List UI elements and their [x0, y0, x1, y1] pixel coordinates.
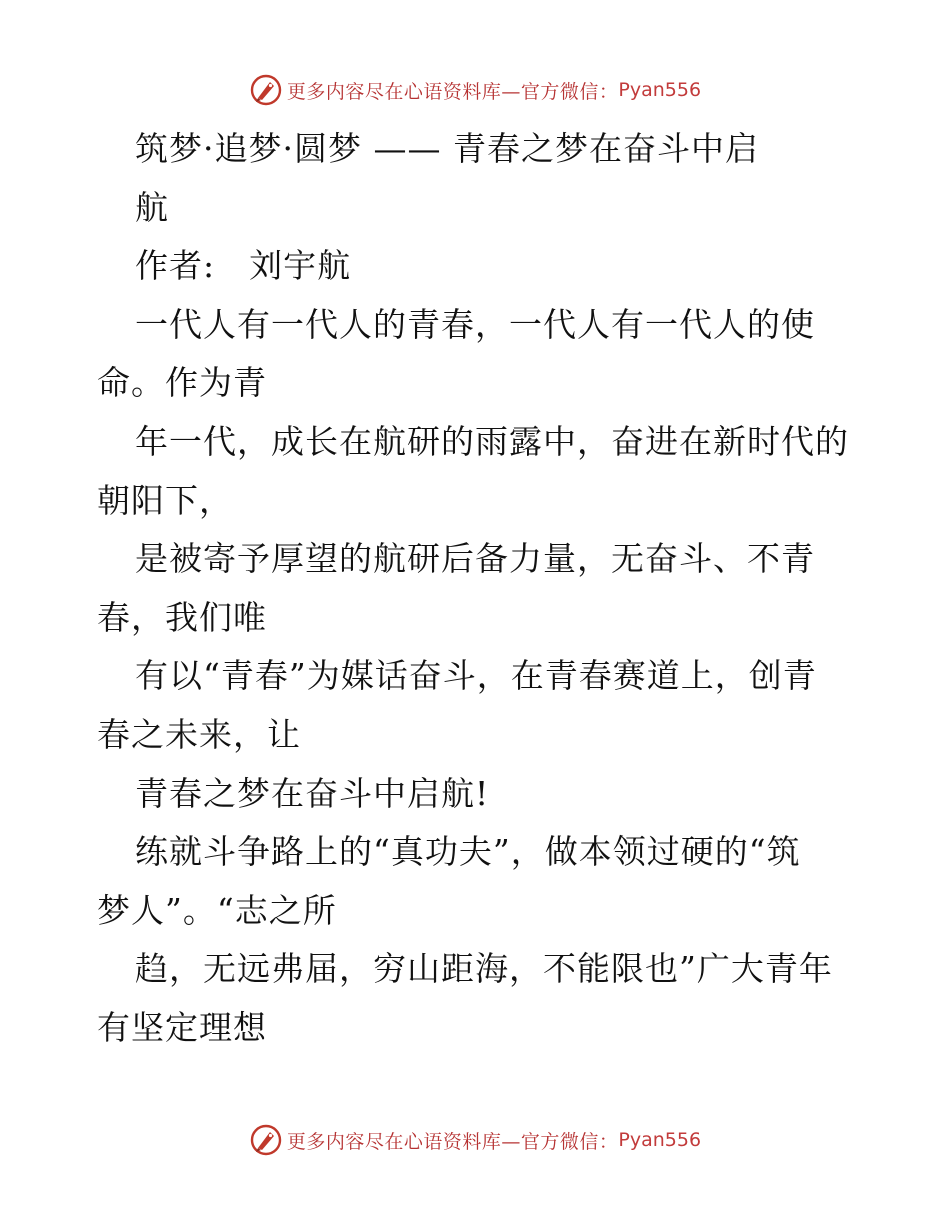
footer-watermark: [0, 1120, 950, 1160]
title-line-1: 筑梦·追梦·圆梦 —— 青春之梦在奋斗中启: [135, 129, 759, 168]
watermark-wechat-id: Pyan556: [618, 79, 702, 101]
title-line-2: 航: [135, 187, 169, 227]
watermark-text: 更多内容尽在心语资料库—官方微信：: [286, 1130, 619, 1153]
header-watermark: [0, 70, 950, 110]
paragraph-line: 梦人”。“志之所: [97, 890, 337, 930]
paragraph-line: 朝阳下，: [97, 480, 233, 520]
paragraph-line: 年一代，成长在航研的雨露中，奋进在新时代的: [135, 421, 849, 461]
paragraph-line: 是被寄予厚望的航研后备力量，无奋斗、不青: [135, 539, 815, 579]
pen-nib-logo-icon: [249, 73, 283, 107]
paragraph-line: 有以“青春”为媒话奋斗，在青春赛道上，创青: [135, 656, 817, 696]
document-body: [97, 120, 897, 1058]
paragraph-line: 命。作为青: [97, 363, 267, 403]
paragraph-line: 一代人有一代人的青春，一代人有一代人的使: [135, 304, 815, 344]
watermark-wechat-id: Pyan556: [618, 1129, 702, 1151]
watermark-text: 更多内容尽在心语资料库—官方微信：: [286, 80, 619, 103]
paragraph-line: 春，我们唯: [97, 597, 267, 637]
paragraph-line: 有坚定理想: [97, 1007, 267, 1047]
paragraph-line: 青春之梦在奋斗中启航!: [135, 773, 490, 813]
pen-nib-logo-icon: [249, 1123, 283, 1157]
paragraph-line: 趋，无远弗届，穷山距海，不能限也”广大青年: [135, 949, 833, 989]
paragraph-line: 练就斗争路上的“真功夫”，做本领过硬的“筑: [135, 832, 801, 872]
paragraph-line: 春之未来，让: [97, 714, 301, 754]
author-line: 作者: 刘宇航: [135, 246, 352, 286]
